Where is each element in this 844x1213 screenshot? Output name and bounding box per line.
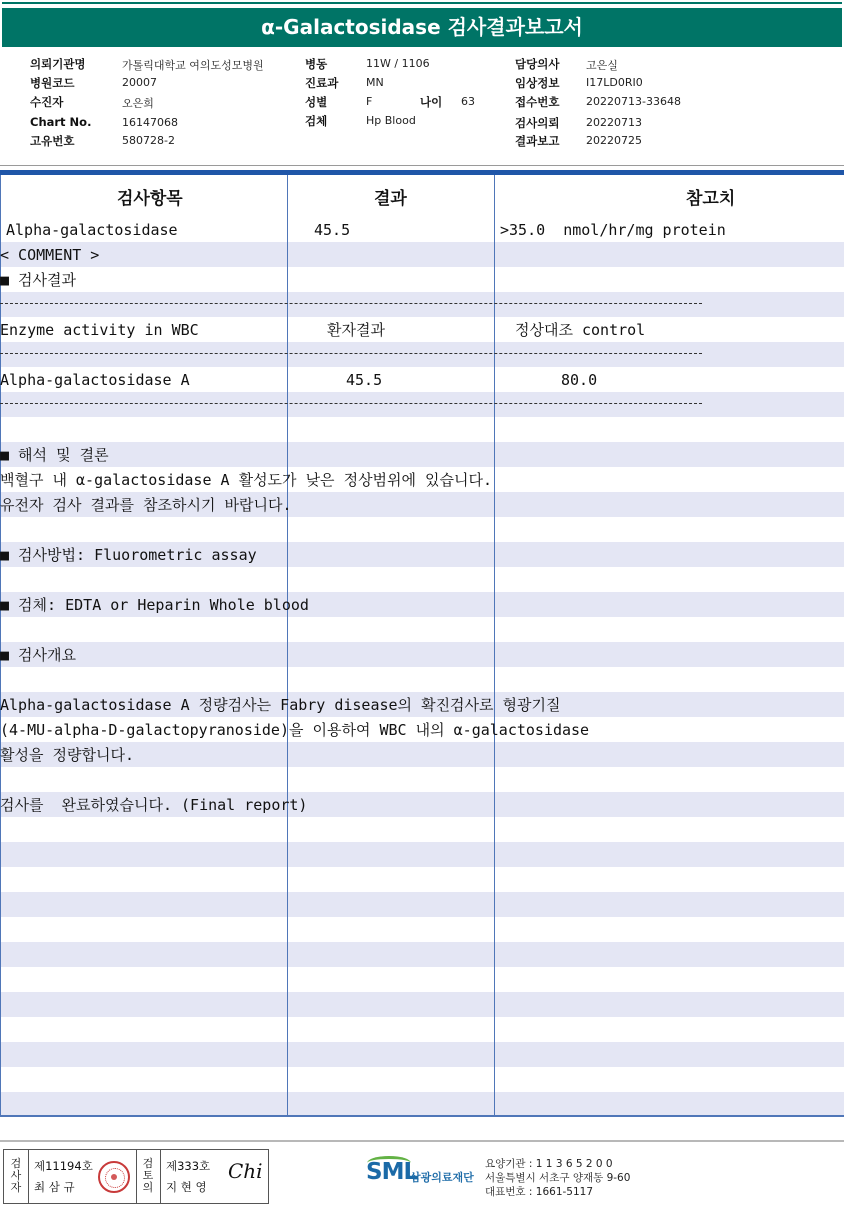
institution-code: 요양기관 : 1 1 3 6 5 2 0 0 bbox=[485, 1158, 613, 1170]
institution-address: 서울특별시 서초구 양재동 9-60 bbox=[485, 1172, 631, 1184]
institution-info bbox=[485, 1157, 630, 1199]
logo-mark: SML bbox=[366, 1159, 418, 1185]
examiner-label: 검사자 bbox=[10, 1157, 22, 1194]
header-result: 결과 bbox=[374, 189, 407, 209]
enzyme-row-control: 80.0 bbox=[561, 371, 598, 389]
header-reference: 참고치 bbox=[686, 189, 736, 209]
result-grid bbox=[0, 175, 844, 1117]
receipt-label: 접수번호 bbox=[515, 95, 560, 109]
enzyme-row-patient: 45.5 bbox=[346, 371, 383, 389]
uid-label: 고유번호 bbox=[30, 134, 75, 148]
row-stripe bbox=[0, 292, 844, 317]
interpretation-line-1: 백혈구 내 α-galactosidase A 활성도가 낮은 정상범위에 있습니다. bbox=[0, 471, 493, 489]
institution-phone: 대표번호 : 1661-5117 bbox=[485, 1186, 594, 1198]
sex-value: F bbox=[366, 95, 373, 108]
report-value: 20220725 bbox=[586, 134, 642, 147]
title-top-rule bbox=[2, 2, 842, 4]
row-stripe bbox=[0, 842, 844, 867]
patient-value: 오은희 bbox=[122, 97, 154, 110]
overview-line-3: 활성을 정량합니다. bbox=[0, 746, 134, 764]
reviewer-signature: Chi bbox=[228, 1159, 263, 1183]
row-stripe bbox=[0, 242, 844, 267]
report-title: α-Galactosidase 검사결과보고서 bbox=[2, 8, 842, 47]
row-stripe bbox=[0, 342, 844, 367]
specimen-line: ■ 검체: EDTA or Heparin Whole blood bbox=[0, 596, 309, 614]
column-divider bbox=[287, 175, 288, 1117]
dept-label: 진료과 bbox=[305, 76, 339, 90]
test-result: 45.5 bbox=[314, 221, 351, 239]
ward-value: 11W / 1106 bbox=[366, 57, 430, 70]
row-stripe bbox=[0, 1092, 844, 1117]
section-overview: ■ 검사개요 bbox=[0, 646, 77, 664]
ward-label: 병동 bbox=[305, 57, 328, 71]
enzyme-col-name: Enzyme activity in WBC bbox=[0, 321, 199, 339]
section-result: ■ 검사결과 bbox=[0, 271, 77, 289]
uid-value: 580728-2 bbox=[122, 134, 175, 147]
method-line: ■ 검사방법: Fluorometric assay bbox=[0, 546, 257, 564]
age-value: 63 bbox=[461, 95, 475, 108]
comment-header: < COMMENT > bbox=[0, 246, 100, 264]
overview-line-1: Alpha-galactosidase A 정량검사는 Fabry disease의 확진검사로 형광기질 bbox=[0, 696, 561, 714]
enzyme-col-patient: 환자결과 bbox=[327, 321, 385, 339]
sml-logo bbox=[366, 1155, 476, 1195]
doctor-label: 담당의사 bbox=[515, 57, 560, 71]
signature-box bbox=[3, 1149, 269, 1204]
header-item: 검사항목 bbox=[117, 189, 183, 209]
chart-label: Chart No. bbox=[30, 115, 92, 129]
info-divider bbox=[0, 165, 844, 166]
row-stripe bbox=[0, 642, 844, 667]
org-value: 가톨릭대학교 여의도성모병원 bbox=[122, 59, 264, 72]
section-interpretation: ■ 해석 및 결론 bbox=[0, 446, 109, 464]
interpretation-line-2: 유전자 검사 결과를 참조하시기 바랍니다. bbox=[0, 496, 292, 514]
row-stripe bbox=[0, 1042, 844, 1067]
examiner-seal bbox=[98, 1161, 130, 1193]
specimen-value: Hp Blood bbox=[366, 114, 416, 127]
sign-divider bbox=[28, 1150, 29, 1203]
row-stripe bbox=[0, 992, 844, 1017]
patient-label: 수진자 bbox=[30, 95, 64, 109]
receipt-value: 20220713-33648 bbox=[586, 95, 681, 108]
sex-label: 성별 bbox=[305, 95, 328, 109]
examiner-name: 최 삼 규 bbox=[34, 1180, 75, 1194]
report-label: 결과보고 bbox=[515, 134, 560, 148]
org-label: 의뢰기관명 bbox=[30, 57, 86, 71]
grid-bottom-rule bbox=[0, 1115, 844, 1117]
request-value: 20220713 bbox=[586, 116, 642, 129]
row-stripe bbox=[0, 442, 844, 467]
reviewer-label: 검토의 bbox=[142, 1157, 154, 1194]
row-stripe bbox=[0, 392, 844, 417]
row-stripe bbox=[0, 892, 844, 917]
final-report-line: 검사를 완료하였습니다. (Final report) bbox=[0, 796, 308, 814]
dept-value: MN bbox=[366, 76, 384, 89]
test-item: Alpha-galactosidase bbox=[6, 221, 178, 239]
dashed-rule bbox=[0, 303, 702, 304]
test-reference: >35.0 nmol/hr/mg protein bbox=[500, 221, 726, 239]
sign-divider bbox=[160, 1150, 161, 1203]
enzyme-col-control: 정상대조 control bbox=[515, 321, 646, 339]
request-label: 검사의뢰 bbox=[515, 116, 560, 130]
age-label: 나이 bbox=[420, 95, 443, 109]
chart-value: 16147068 bbox=[122, 116, 178, 129]
footer-rule bbox=[0, 1140, 844, 1142]
patient-info bbox=[0, 56, 844, 156]
clinical-label: 임상정보 bbox=[515, 76, 560, 90]
row-stripe bbox=[0, 942, 844, 967]
examiner-number: 제11194호 bbox=[34, 1159, 93, 1173]
doctor-value: 고은실 bbox=[586, 59, 618, 72]
reviewer-name: 지 현 영 bbox=[166, 1180, 207, 1194]
overview-line-2: (4-MU-alpha-D-galactopyranoside)을 이용하여 WBC 내의 α-galactosidase bbox=[0, 721, 590, 739]
clinical-value: I17LD0RI0 bbox=[586, 76, 643, 89]
logo-name: 삼광의료재단 bbox=[410, 1171, 474, 1184]
specimen-label: 검체 bbox=[305, 114, 328, 128]
hcode-label: 병원코드 bbox=[30, 76, 75, 90]
enzyme-row-name: Alpha-galactosidase A bbox=[0, 371, 190, 389]
reviewer-number: 제333호 bbox=[166, 1159, 211, 1173]
hcode-value: 20007 bbox=[122, 76, 157, 89]
dashed-rule bbox=[0, 353, 702, 354]
sign-divider bbox=[136, 1150, 137, 1203]
column-divider bbox=[494, 175, 495, 1117]
dashed-rule bbox=[0, 403, 702, 404]
